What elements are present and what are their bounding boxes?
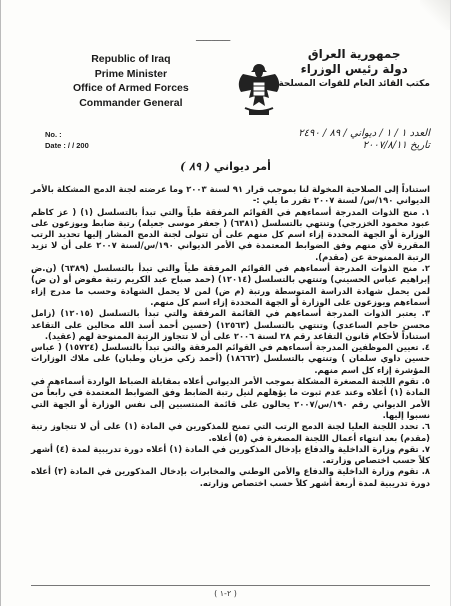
order-item-3: ٣. يعتبر الذوات المدرجة أسماءهم في القائمة المرفقة والتي تبدأ بالتسلسل (١٢٠١٥) (زامل محسن حاجم الساعدي) وتنتهي بالتسلسل (١٢٥٦٣) (حسين أحمد أسد الله محالين على التقاعد استناداً لأحكام قانون التقاعد رقم ٢٨ لسنة ٢٠٠٦ على أن لا تتجاوز الرتبة الممنوحة لهم (عقيد). [31, 308, 430, 341]
order-item-2: ٢. منح الذوات المدرجة أسماءهم في القوائم المرفقة طياً والتي تبدأ بالتسلسل (٦٣٨٩) (ن.ض إبراهيم عباس الحسيني) وتنتهي بالتسلسل (١٢٠١٤) (حمد صباح عبد الكريم رتبة مفوض أو (ن ض) لمن يحمل شهادة الدراسة المتوسطة ورتبة (م ض) لمن لا يحمل الشهادة وحسب ما مدرج إزاء أسماءهم ويوزعون على الوزارة أو الجهة المحددة إزاء اسم كل منهم. [31, 263, 430, 307]
order-item-4: ٤. تعيين الموظفين المدرجة أسماءهم في القوائم المرفقة والتي تبدأ بالتسلسل (١٥٧٢٤) ( عباس حسين داوي سلمان ) وتنتهي بالتسلسل (١٨٦٦٢) (أحمد زكي مزبان وطبان) على ملاك الوزارات المؤشرة إزاء كل اسم منهم. [31, 342, 430, 375]
ar-line-commander: مكتب القائد العام للقوات المسلحة [278, 79, 430, 89]
reference-number: العدد ١ / ١ / ديواني / ٨٩ / ٢٤٩٠ [298, 128, 430, 139]
arabic-letterhead [278, 47, 430, 92]
order-title-label: أمر ديواني [213, 160, 271, 173]
order-item-7: ٧. تقوم وزارة الداخلية والدفاع بإدخال المذكورين في المادة (١) أعلاه دورة تدريبية لمدة (٤) أشهر كلاً حسب اختصاص وزارته. [31, 443, 430, 466]
english-letterhead [73, 52, 189, 110]
ar-line-office: دولة رئيس الوزراء [300, 62, 408, 76]
en-line-country: Republic of Iraq [91, 53, 171, 65]
en-line-armed-forces: Office of Armed Forces [73, 82, 189, 94]
header-top-script: ـــــــــــــ [196, 34, 231, 44]
order-item-1: ١. منح الذوات المدرجة أسماءهم في القوائم المرفقة طياً والتي تبدأ بالتسلسل (١) ( عز كاظم عبود محمود الخزرجي) وتنتهي بالتسلسل (٦٣٨١) ( جعفر موسى جعيله) رتبة ضابط ويوزعون على الوزارة أو الجهة المحددة إزاء اسم كل منهم على أن تتولى لجنة الدمج المشار إليها تحديد الرتب المقررة لأي منهم وفق الضوابط المعتمدة في الأمر الديواني ١٩٠/س/لسنة ٢٠٠٧ على أن لا تزيد الرتبة الممنوحة عن (مقدم). [31, 206, 430, 262]
page-number-mark: ( ٢-١ ) [214, 589, 237, 598]
page-corner-shade [420, 0, 450, 30]
order-body [31, 184, 430, 489]
reference-date: تاريخ ٢٠٠٧/٨/١١ [362, 139, 430, 151]
en-line-office: Prime Minister [94, 67, 168, 80]
order-number: ( ٨٩ ) [180, 160, 211, 173]
order-item-8: ٨. تقوم وزارة الداخلية والدفاع والأمن الوطني والمخابرات بإدخال المذكورين في المادة (٢) أعلاه دورة تدريبية لمدة أربعة أشهر كلاً حسب اختصاص وزارته. [31, 466, 430, 488]
en-line-commander: Commander General [79, 96, 183, 109]
reference-no-label: No. : [45, 130, 62, 139]
order-intro: استناداً إلى الصلاحية المخولة لنا بموجب قرار ٩١ لسنة ٢٠٠٣ وما عرضته لجنة الدمج المشكلة بالأمر الديواني ١٩٠/س/ لسنة ٢٠٠٧ تقرر ما يلي :- [31, 184, 431, 206]
footer-divider [31, 585, 430, 586]
arabic-reference-block [298, 128, 430, 151]
order-item-5: ٥. تقوم اللجنة المصغرة المشكلة بموجب الأمر الديواني أعلاه بمقابلة الضباط الواردة أسماءهم في المادة (١) أعلاه وعند عدم ثبوت ما يؤهلهم لنيل رتبة الضابط وفق الضوابط المعتمدة في رابعاً من الأمر الديواني رقم ١٩٠/س/٢٠٠٧ يحالون على قائمة المنتسبين إلى نفس الوزارة أو الجهة التي نسبوا إليها. [31, 376, 431, 420]
reference-date-label: Date : / / 200 [45, 141, 89, 150]
order-title [1, 160, 450, 173]
order-item-6: ٦. تحدد اللجنة العليا لجنة الدمج الرتب التي تمنح للمذكورين في المادة (١) على أن لا تتجاوز رتبة (مقدم) بعد انتهاء أعمال اللجنة المصغرة في (٥) أعلاه. [31, 421, 430, 443]
ar-line-country: جمهورية العراق [307, 47, 401, 61]
